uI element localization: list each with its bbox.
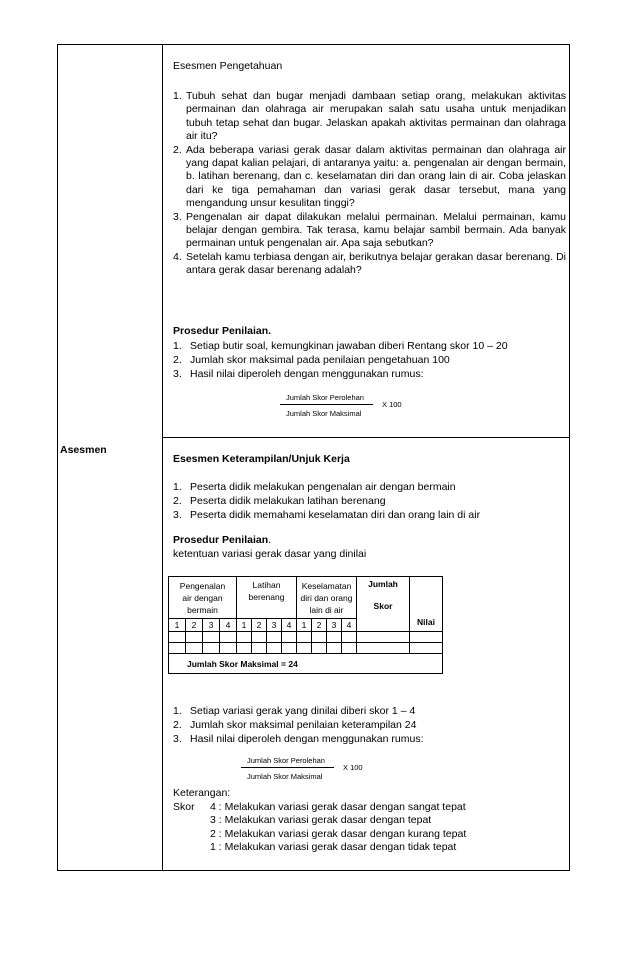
score-cell: 4 [220, 619, 237, 632]
skills-score-table [168, 576, 443, 674]
score-cell: 4 [342, 619, 357, 632]
skills-procedure-list [173, 704, 566, 746]
knowledge-questions [173, 90, 566, 278]
score-cell: 4 [282, 619, 297, 632]
row-divider [163, 437, 570, 438]
score-cell: 2 [186, 619, 203, 632]
formula-denominator: Jumlah Skor Maksimal [286, 409, 362, 418]
keterangan-title: Keterangan: [173, 787, 231, 799]
skills-items [173, 480, 566, 522]
knowledge-procedure-list [173, 339, 566, 381]
procedure-item: 3. Hasil nilai diperoleh dengan menggunakan rumus: [173, 368, 424, 380]
skill-item: 1. Peserta didik melakukan pengenalan air dengan bermain [173, 481, 456, 493]
skill-item: 3. Peserta didik memahami keselamatan diri dan orang lain di air [173, 509, 481, 521]
formula-denominator: Jumlah Skor Maksimal [247, 772, 323, 781]
score-cell: 1 [297, 619, 312, 632]
knowledge-title: Esesmen Pengetahuan [173, 60, 283, 72]
skills-procedure-sub: ketentuan variasi gerak dasar yang dinilai [173, 548, 367, 560]
column-divider [162, 44, 163, 871]
question-item: 4. Setelah kamu terbiasa dengan air, berikutnya belajar gerakan dasar berenang. Di antara gerak dasar berenang adalah? [173, 250, 566, 277]
procedure-item: 3. Hasil nilai diperoleh dengan menggunakan rumus: [173, 733, 424, 745]
knowledge-procedure-title: Prosedur Penilaian. [173, 325, 272, 337]
col-nilai: Nilai [410, 577, 443, 632]
score-cell: 1 [237, 619, 252, 632]
procedure-item: 2. Jumlah skor maksimal penilaian keterampilan 24 [173, 719, 417, 731]
keterangan-row: Skor 4 : Melakukan variasi gerak dasar dengan sangat tepat [173, 800, 466, 813]
procedure-item: 2. Jumlah skor maksimal pada penilaian pengetahuan 100 [173, 354, 450, 366]
question-item: 1. Tubuh sehat dan bugar menjadi dambaan setiap orang, melakukan aktivitas permainan dan olahraga air merupakan salah satu usaha untuk menjadikan tubuh tetap sehat dan bugar. Jelaskan apakah aktivitas permainan dan olahraga air itu? [173, 90, 566, 143]
keterangan-row: 2 : Melakukan variasi gerak dasar dengan kurang tepat [210, 827, 467, 840]
formula-bar [241, 767, 334, 768]
score-cell: 3 [327, 619, 342, 632]
formula-numerator: Jumlah Skor Perolehan [286, 393, 364, 402]
col-keselamatan: Keselamatan diri dan orang lain di air [297, 577, 357, 619]
col-pengenalan: Pengenalan air dengan bermain [169, 577, 237, 619]
keterangan-row: 3 : Melakukan variasi gerak dasar dengan tepat [210, 814, 432, 826]
score-cell: 3 [203, 619, 220, 632]
skills-procedure-title: Prosedur Penilaian. [173, 534, 272, 546]
col-latihan: Latihan berenang [237, 577, 297, 619]
asesmen-label: Asesmen [60, 444, 107, 456]
question-item: 3. Pengenalan air dapat dilakukan melalui permainan. Melalui permainan, kamu belajar dengan gembira. Tak terasa, kamu belajar sambil bermain. Ada banyak permainan untuk pengenalan air. Apa saja sebutkan? [173, 210, 566, 250]
score-cell: 2 [312, 619, 327, 632]
formula-multiplier: X 100 [382, 400, 402, 409]
score-cell: 3 [267, 619, 282, 632]
table-footer: Jumlah Skor Maksimal = 24 [169, 654, 443, 674]
procedure-item: 1. Setiap butir soal, kemungkinan jawaban diberi Rentang skor 10 – 20 [173, 340, 508, 352]
col-jumlah: Jumlah Skor [357, 577, 410, 632]
question-item: 2. Ada beberapa variasi gerak dasar dalam aktivitas permainan dan olahraga air yang dapat kalian pelajari, di antaranya yaitu: a. pengenalan air dengan bermain, b. latihan berenang, dan c. keselamatan diri dan orang lain di air. Coba jelaskan dari ke tiga pemahaman dan variasi gerak dasar tersebut, mana yang mengandung unsur kesulitan tinggi? [173, 143, 566, 210]
formula-bar [280, 404, 373, 405]
procedure-item: 1. Setiap variasi gerak yang dinilai diberi skor 1 – 4 [173, 705, 416, 717]
formula-multiplier: X 100 [343, 763, 363, 772]
keterangan-row: 1 : Melakukan variasi gerak dasar dengan tidak tepat [210, 841, 457, 853]
skor-label: Skor [173, 800, 195, 813]
score-cell: 2 [252, 619, 267, 632]
score-cell: 1 [169, 619, 186, 632]
keterangan-block [173, 787, 467, 855]
skills-title: Esesmen Keterampilan/Unjuk Kerja [173, 453, 350, 465]
formula-numerator: Jumlah Skor Perolehan [247, 756, 325, 765]
skill-item: 2. Peserta didik melakukan latihan berenang [173, 495, 386, 507]
